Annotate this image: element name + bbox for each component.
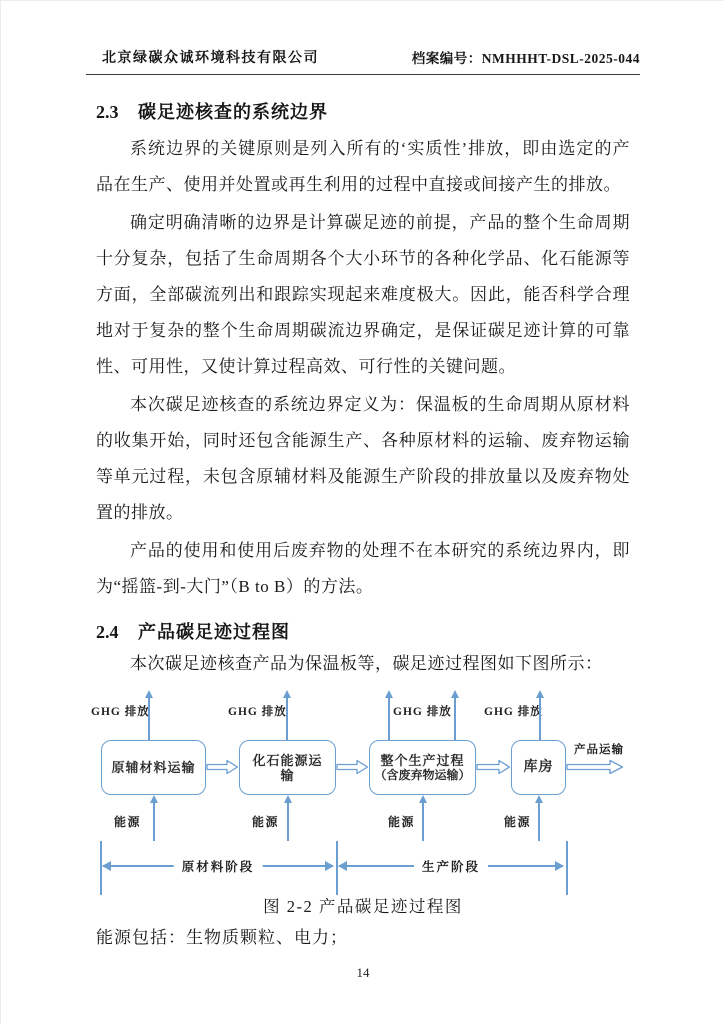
stage-label-raw-material: 原材料阶段 bbox=[174, 857, 263, 875]
ghg-arrow bbox=[454, 698, 456, 740]
ghg-emission-label: GHG 排放 bbox=[228, 706, 287, 718]
paragraph: 产品的使用和使用后废弃物的处理不在本研究的系统边界内，即为“摇篮-到-大门”（B to B）的方法。 bbox=[96, 541, 630, 596]
ghg-emission-label: GHG 排放 bbox=[484, 706, 543, 718]
energy-arrow bbox=[538, 803, 540, 841]
stage-label-production: 生产阶段 bbox=[414, 857, 488, 875]
process-box-warehouse bbox=[511, 740, 566, 795]
energy-arrow bbox=[422, 803, 424, 841]
energy-arrow bbox=[153, 803, 155, 841]
energy-input-label: 能源 bbox=[388, 815, 416, 829]
process-box-label: 化石能源运 bbox=[252, 752, 323, 768]
process-box-label: 库房 bbox=[523, 760, 554, 775]
product-transport-arrow bbox=[566, 759, 624, 775]
section-number: 2.3 bbox=[96, 102, 119, 122]
paragraph: 本次碳足迹核查的系统边界定义为：保温板的生命周期从原材料的收集开始，同时还包含能源生产、各种原材料的运输、废弃物运输等单元过程，未包含原辅材料及能源生产阶段的排放量以及废弃物处置的排放。 bbox=[96, 395, 630, 522]
process-box-fossil-energy-transport: 化石能源运 输 bbox=[239, 740, 336, 795]
ghg-arrow bbox=[539, 698, 541, 740]
section-title: 碳足迹核查的系统边界 bbox=[138, 102, 328, 122]
energy-note: 能源包括：生物质颗粒、电力； bbox=[96, 928, 348, 947]
ghg-arrow bbox=[388, 698, 390, 740]
ghg-emission-label: GHG 排放 bbox=[91, 706, 150, 718]
energy-arrow bbox=[287, 803, 289, 841]
process-box-raw-material-transport bbox=[101, 740, 206, 795]
header-archive-number: 档案编号：NMHHHT-DSL-2025-044 bbox=[411, 51, 640, 66]
figure-intro-paragraph: 本次碳足迹核查产品为保温板等，碳足迹过程图如下图所示： bbox=[130, 654, 603, 673]
page-number: 14 bbox=[356, 965, 370, 980]
section-title: 产品碳足迹过程图 bbox=[138, 622, 290, 642]
energy-input-label: 能源 bbox=[504, 815, 532, 829]
figure-caption: 图 2-2 产品碳足迹过程图 bbox=[263, 897, 463, 916]
section-heading-2-3 bbox=[96, 99, 630, 125]
energy-input-label: 能源 bbox=[114, 815, 142, 829]
carbon-footprint-process-diagram bbox=[86, 683, 641, 895]
ghg-arrow bbox=[148, 698, 150, 740]
process-box-label: 整个生产过程 bbox=[380, 752, 465, 768]
paragraph: 系统边界的关键原则是列入所有的‘实质性’排放，即由选定的产品在生产、使用并处置或再生利用的过程中直接或间接产生的排放。 bbox=[96, 139, 630, 194]
document-body bbox=[91, 99, 630, 981]
ghg-arrow bbox=[286, 698, 288, 740]
product-transport-label: 产品运输 bbox=[574, 744, 624, 756]
section-number: 2.4 bbox=[96, 622, 119, 642]
stage-divider-line bbox=[566, 841, 568, 895]
process-box-production-process: 整个生产过程 （含废弃物运输） bbox=[369, 740, 476, 795]
flow-arrow bbox=[336, 759, 369, 775]
header-company-name: 北京绿碳众诚环境科技有限公司 bbox=[102, 51, 319, 66]
ghg-emission-label: GHG 排放 bbox=[393, 706, 452, 718]
flow-arrow bbox=[476, 759, 511, 775]
process-box-label: 原辅材料运输 bbox=[111, 760, 196, 775]
paragraph: 确定明确清晰的边界是计算碳足迹的前提，产品的整个生命周期十分复杂，包括了生命周期各个大小环节的各种化学品、化石能源等方面，全部碳流列出和跟踪实现起来难度极大。因此，能否科学合理地对于复杂的整个生命周期碳流边界确定，是保证碳足迹计算的可靠性、可用性，又使计算过程高效、可行性的关键问题。 bbox=[96, 213, 630, 376]
page-header bbox=[86, 47, 640, 75]
section-heading-2-4 bbox=[96, 619, 630, 645]
flow-arrow bbox=[206, 759, 239, 775]
energy-input-label: 能源 bbox=[252, 815, 280, 829]
